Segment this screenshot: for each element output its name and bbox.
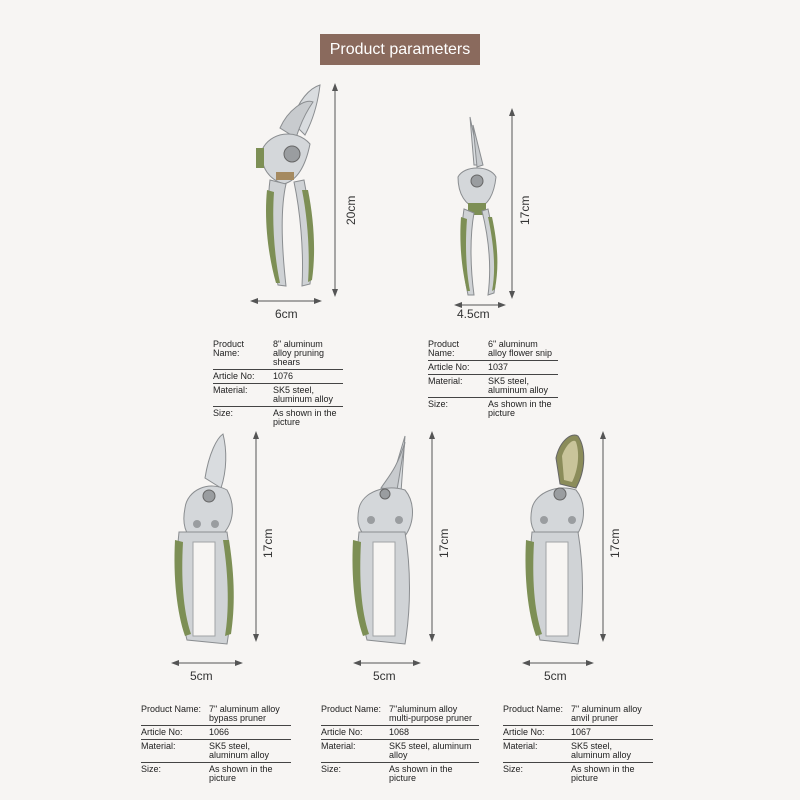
spec-row-size — [428, 398, 558, 420]
spec-key: Material: — [141, 741, 176, 751]
height-label: 20cm — [344, 195, 358, 225]
height-label: 17cm — [437, 528, 451, 558]
spec-key: Article No: — [321, 727, 363, 737]
spec-table-1068 — [321, 703, 479, 785]
spec-key: Material: — [503, 741, 538, 751]
product-card-1066 — [165, 428, 285, 690]
height-label: 17cm — [261, 528, 275, 558]
product-card-1067 — [520, 428, 640, 690]
height-label: 17cm — [608, 528, 622, 558]
spec-key: Size: — [428, 399, 449, 409]
spec-value: As shown in the picture — [273, 408, 337, 427]
spec-row-size — [141, 763, 291, 785]
spec-row-article — [321, 726, 479, 740]
width-label: 5cm — [544, 669, 567, 683]
spec-row-name — [141, 703, 291, 726]
spec-table-1067 — [503, 703, 653, 785]
spec-value: 7"aluminum alloy multi-purpose pruner — [389, 704, 473, 723]
spec-key: Article No: — [503, 727, 545, 737]
width-label: 6cm — [275, 307, 298, 321]
height-label: 17cm — [518, 195, 532, 225]
spec-key: Product Name: — [321, 704, 382, 714]
spec-key: Material: — [321, 741, 356, 751]
width-label: 4.5cm — [457, 307, 490, 321]
spec-key: Material: — [428, 376, 463, 386]
spec-value: 6" aluminum alloy flower snip — [488, 339, 553, 358]
spec-row-size — [213, 407, 343, 429]
spec-key: Product Name: — [428, 339, 460, 358]
spec-value: SK5 steel, aluminum alloy — [488, 376, 549, 395]
spec-value: SK5 steel, aluminum alloy — [273, 385, 334, 404]
spec-table-1076 — [213, 338, 343, 429]
spec-table-1037 — [428, 338, 558, 420]
spec-row-size — [321, 763, 479, 785]
spec-row-size — [503, 763, 653, 785]
spec-row-article — [503, 726, 653, 740]
spec-value: 8" aluminum alloy pruning shears — [273, 339, 325, 367]
flower-snip-image — [430, 105, 560, 320]
spec-value: As shown in the picture — [571, 764, 635, 783]
spec-row-material — [141, 740, 291, 763]
spec-value: 1037 — [488, 362, 509, 372]
spec-value: As shown in the picture — [488, 399, 552, 418]
spec-row-article — [141, 726, 291, 740]
spec-row-material — [503, 740, 653, 763]
spec-row-name — [428, 338, 558, 361]
spec-value: SK5 steel, aluminum alloy — [209, 741, 270, 760]
spec-key: Material: — [213, 385, 248, 395]
spec-key: Article No: — [141, 727, 183, 737]
spec-value: As shown in the picture — [209, 764, 273, 783]
spec-table-1066 — [141, 703, 291, 785]
product-card-1068 — [345, 428, 465, 690]
spec-value: 1067 — [571, 727, 592, 737]
spec-row-material — [428, 375, 558, 398]
spec-value: 7" aluminum alloy anvil pruner — [571, 704, 642, 723]
spec-row-material — [213, 384, 343, 407]
anvil-pruner-image — [520, 428, 640, 668]
spec-key: Size: — [141, 764, 162, 774]
spec-value: As shown in the picture — [389, 764, 453, 783]
spec-value: SK5 steel, aluminum alloy — [389, 741, 472, 760]
spec-value: 1076 — [273, 371, 294, 381]
width-label: 5cm — [373, 669, 396, 683]
spec-key: Article No: — [428, 362, 470, 372]
spec-row-article — [428, 361, 558, 375]
spec-row-name — [321, 703, 479, 726]
spec-value: SK5 steel, aluminum alloy — [571, 741, 632, 760]
spec-key: Article No: — [213, 371, 255, 381]
spec-row-name — [213, 338, 343, 370]
page-title: Product parameters — [320, 34, 480, 65]
spec-key: Size: — [213, 408, 234, 418]
spec-row-material — [321, 740, 479, 763]
spec-row-article — [213, 370, 343, 384]
spec-key: Product Name: — [213, 339, 245, 358]
spec-value: 7" aluminum alloy bypass pruner — [209, 704, 280, 723]
product-card-1037 — [430, 105, 560, 325]
spec-key: Product Name: — [141, 704, 202, 714]
spec-key: Size: — [321, 764, 342, 774]
spec-value: 1068 — [389, 727, 410, 737]
spec-key: Product Name: — [503, 704, 564, 714]
spec-row-name — [503, 703, 653, 726]
spec-value: 1066 — [209, 727, 230, 737]
width-label: 5cm — [190, 669, 213, 683]
spec-key: Size: — [503, 764, 524, 774]
